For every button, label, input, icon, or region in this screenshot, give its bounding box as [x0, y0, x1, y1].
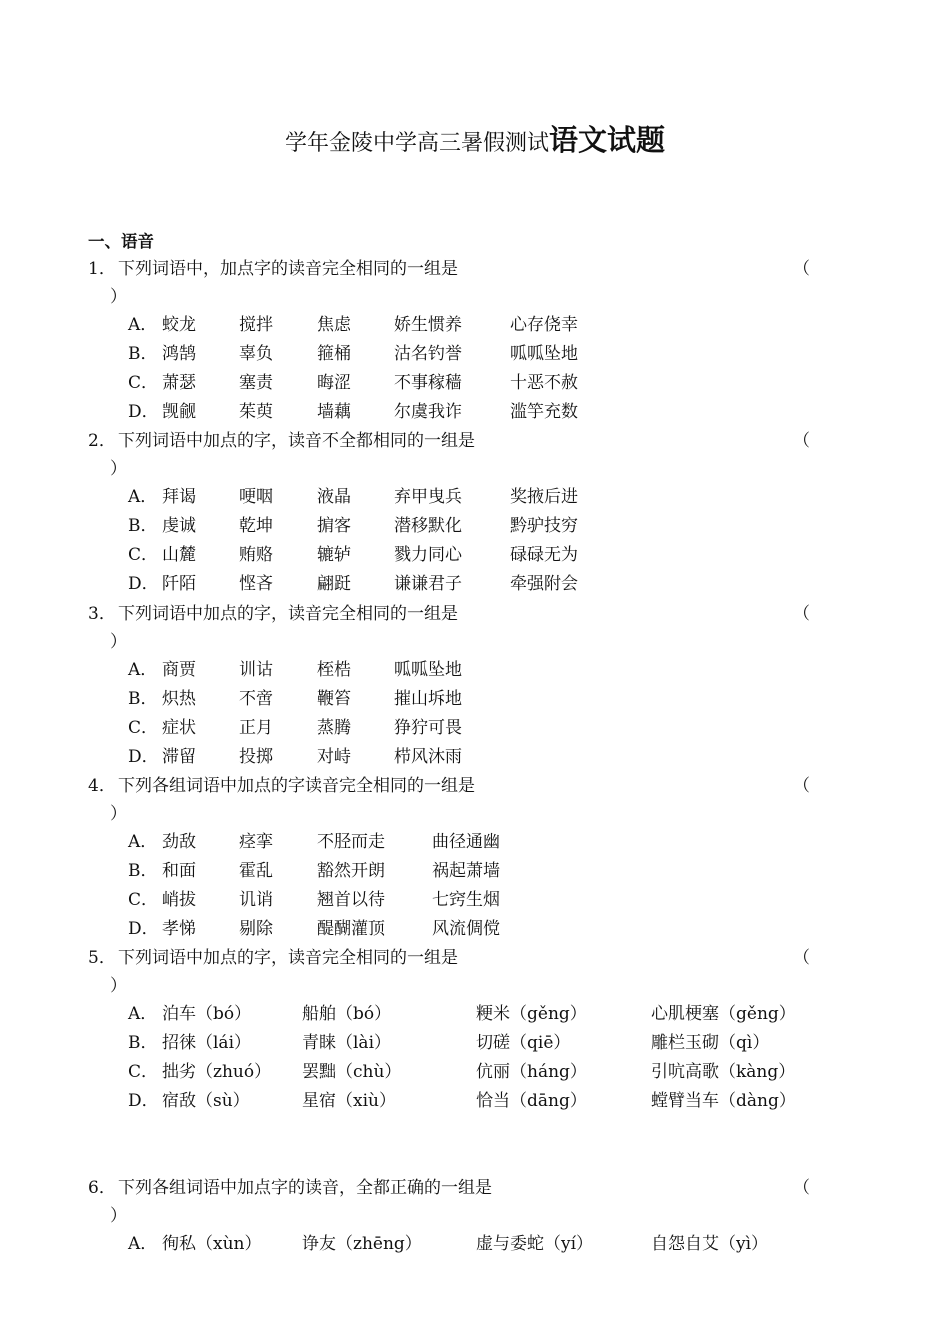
question-number: 2．	[88, 431, 116, 451]
option-word: 塞责	[239, 373, 273, 393]
option-word: 呱呱坠地	[510, 344, 578, 364]
option-word: 船舶（bó）	[302, 1004, 392, 1024]
option-word: 引吭高歌（kàng）	[651, 1062, 796, 1082]
question-text: 下列词语中加点的字，读音不全都相同的一组是	[118, 431, 475, 451]
option-letter: C．	[128, 545, 159, 565]
option-letter: D．	[128, 402, 159, 422]
option-word: 辘轳	[317, 545, 351, 565]
option-letter: B．	[128, 861, 158, 881]
option-word: 尔虞我诈	[394, 402, 462, 422]
option-word: 投掷	[239, 747, 273, 767]
answer-open-paren: （	[793, 431, 810, 451]
section-heading: 一、语音	[88, 232, 154, 251]
option-word: 潜移默化	[394, 516, 462, 536]
option-word: 自怨自艾（yì）	[651, 1234, 769, 1254]
option-letter: D．	[128, 1091, 159, 1111]
option-word: 山麓	[162, 545, 196, 565]
option-word: 症状	[162, 718, 196, 738]
option-word: 晦涩	[317, 373, 351, 393]
option-word: 七窍生烟	[432, 890, 500, 910]
option-word: 诤友（zhēng）	[302, 1234, 422, 1254]
option-word: 峭拔	[162, 890, 196, 910]
answer-close-paren: ）	[110, 459, 127, 479]
option-word: 萧瑟	[162, 373, 196, 393]
page-title	[0, 118, 950, 159]
option-word: 罢黜（chù）	[302, 1062, 402, 1082]
option-word: 鸿鹄	[162, 344, 196, 364]
question-text: 下列词语中加点的字，读音完全相同的一组是	[118, 604, 458, 624]
option-word: 沽名钓誉	[394, 344, 462, 364]
option-word: 粳米（gěng）	[476, 1004, 587, 1024]
option-word: 孝悌	[162, 919, 196, 939]
option-word: 星宿（xiù）	[302, 1091, 396, 1111]
option-word: 蛟龙	[162, 315, 196, 335]
option-word: 碌碌无为	[510, 545, 578, 565]
option-word: 伉丽（háng）	[476, 1062, 587, 1082]
option-word: 狰狞可畏	[394, 718, 462, 738]
question-number: 5．	[88, 948, 116, 968]
option-word: 翘首以待	[317, 890, 385, 910]
option-word: 恰当（dāng）	[476, 1091, 587, 1111]
option-letter: A．	[128, 487, 158, 507]
option-word: 劲敌	[162, 832, 196, 852]
option-word: 谦谦君子	[394, 574, 462, 594]
option-word: 不事稼穑	[394, 373, 462, 393]
option-word: 螳臂当车（dàng）	[651, 1091, 796, 1111]
answer-open-paren: （	[793, 948, 810, 968]
option-word: 徇私（xùn）	[162, 1234, 262, 1254]
question-number: 4．	[88, 776, 116, 796]
question-text: 下列词语中加点的字，读音完全相同的一组是	[118, 948, 458, 968]
option-word: 痉挛	[239, 832, 273, 852]
question-number: 6．	[88, 1178, 116, 1198]
option-word: 醍醐灌顶	[317, 919, 385, 939]
question-number: 1．	[88, 259, 116, 279]
option-letter: B．	[128, 689, 158, 709]
option-word: 焦虑	[317, 315, 351, 335]
option-word: 搅拌	[239, 315, 273, 335]
option-word: 霍乱	[239, 861, 273, 881]
option-letter: A．	[128, 660, 158, 680]
question-text: 下列词语中，加点字的读音完全相同的一组是	[118, 259, 458, 279]
option-word: 剔除	[239, 919, 273, 939]
title-prefix: 学年金陵中学高三暑假测试	[284, 131, 549, 156]
option-word: 娇生惯养	[394, 315, 462, 335]
question-number: 3．	[88, 604, 116, 624]
option-word: 讥诮	[239, 890, 273, 910]
option-word: 商贾	[162, 660, 196, 680]
option-word: 桎梏	[317, 660, 351, 680]
option-word: 戮力同心	[394, 545, 462, 565]
option-word: 翩跹	[317, 574, 351, 594]
option-letter: D．	[128, 747, 159, 767]
answer-close-paren: ）	[110, 1206, 127, 1226]
option-letter: C．	[128, 718, 159, 738]
option-word: 泊车（bó）	[162, 1004, 252, 1024]
option-letter: A．	[128, 832, 158, 852]
option-word: 奖掖后进	[510, 487, 578, 507]
option-word: 辜负	[239, 344, 273, 364]
option-letter: A．	[128, 1004, 158, 1024]
option-word: 不胫而走	[317, 832, 385, 852]
option-word: 十恶不赦	[510, 373, 578, 393]
option-word: 不啻	[239, 689, 273, 709]
option-letter: A．	[128, 315, 158, 335]
option-letter: C．	[128, 373, 159, 393]
option-word: 青睐（lài）	[302, 1033, 392, 1053]
option-word: 滞留	[162, 747, 196, 767]
option-word: 切磋（qiē）	[476, 1033, 571, 1053]
option-word: 拜谒	[162, 487, 196, 507]
option-word: 掮客	[317, 516, 351, 536]
question-text: 下列各组词语中加点的字读音完全相同的一组是	[118, 776, 475, 796]
option-word: 液晶	[317, 487, 351, 507]
option-word: 蒸腾	[317, 718, 351, 738]
option-word: 虔诚	[162, 516, 196, 536]
option-letter: B．	[128, 1033, 158, 1053]
option-letter: D．	[128, 574, 159, 594]
option-word: 心肌梗塞（gěng）	[651, 1004, 796, 1024]
answer-close-paren: ）	[110, 976, 127, 996]
answer-close-paren: ）	[110, 804, 127, 824]
option-word: 乾坤	[239, 516, 273, 536]
option-word: 招徕（lái）	[162, 1033, 252, 1053]
option-word: 曲径通幽	[432, 832, 500, 852]
option-word: 悭吝	[239, 574, 273, 594]
option-word: 鞭笞	[317, 689, 351, 709]
question-text: 下列各组词语中加点字的读音，全都正确的一组是	[118, 1178, 492, 1198]
option-letter: C．	[128, 1062, 159, 1082]
option-word: 阡陌	[162, 574, 196, 594]
option-word: 滥竽充数	[510, 402, 578, 422]
option-letter: D．	[128, 919, 159, 939]
option-word: 箍桶	[317, 344, 351, 364]
option-word: 心存侥幸	[510, 315, 578, 335]
answer-close-paren: ）	[110, 287, 127, 307]
option-word: 雕栏玉砌（qì）	[651, 1033, 770, 1053]
answer-open-paren: （	[793, 776, 810, 796]
option-word: 栉风沐雨	[394, 747, 462, 767]
option-word: 对峙	[317, 747, 351, 767]
option-letter: B．	[128, 516, 158, 536]
option-word: 风流倜傥	[432, 919, 500, 939]
answer-open-paren: （	[793, 259, 810, 279]
option-word: 拙劣（zhuó）	[162, 1062, 272, 1082]
option-word: 宿敌（sù）	[162, 1091, 250, 1111]
option-word: 训诂	[239, 660, 273, 680]
option-letter: B．	[128, 344, 158, 364]
option-word: 炽热	[162, 689, 196, 709]
answer-open-paren: （	[793, 604, 810, 624]
option-word: 牵强附会	[510, 574, 578, 594]
option-letter: A．	[128, 1234, 158, 1254]
answer-close-paren: ）	[110, 632, 127, 652]
option-word: 觊觎	[162, 402, 196, 422]
option-word: 虚与委蛇（yí）	[476, 1234, 594, 1254]
title-main: 语文试题	[549, 123, 666, 157]
answer-open-paren: （	[793, 1178, 810, 1198]
option-word: 茱萸	[239, 402, 273, 422]
option-word: 呱呱坠地	[394, 660, 462, 680]
option-word: 墙藕	[317, 402, 351, 422]
option-letter: C．	[128, 890, 159, 910]
option-word: 和面	[162, 861, 196, 881]
option-word: 祸起萧墙	[432, 861, 500, 881]
option-word: 弃甲曳兵	[394, 487, 462, 507]
option-word: 黔驴技穷	[510, 516, 578, 536]
option-word: 摧山坼地	[394, 689, 462, 709]
option-word: 豁然开朗	[317, 861, 385, 881]
option-word: 正月	[239, 718, 273, 738]
option-word: 贿赂	[239, 545, 273, 565]
option-word: 哽咽	[239, 487, 273, 507]
